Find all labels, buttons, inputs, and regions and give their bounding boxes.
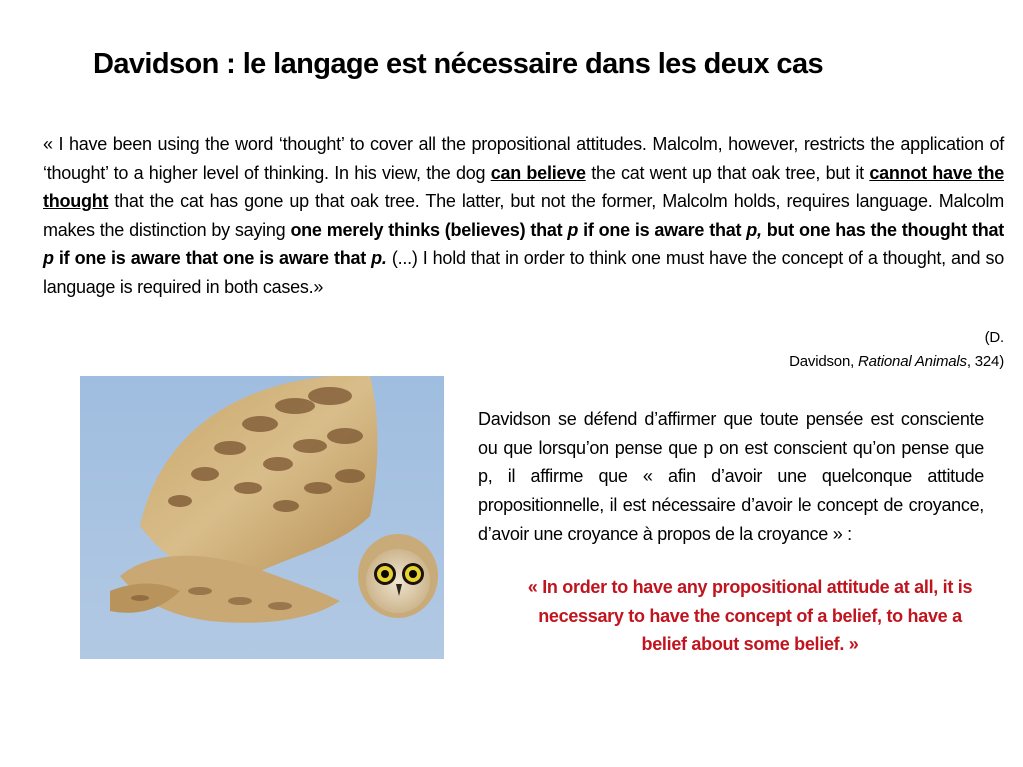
quote-text-1: « I have been using the word ‘thought’ to cover all the propositional attitudes. Malcolm, however, restricts the application of ‘thought’ to a higher level of thinking. In his view, the dog	[43, 134, 1004, 183]
variable-p-4: p.	[371, 248, 387, 269]
quote-text-4: (...) I hold that in order to think one must have the concept of a thought, and so language is required in both cases.»	[43, 248, 1004, 297]
distinction-text-2: if one is aware that	[578, 219, 747, 240]
citation-line-2	[600, 350, 1004, 374]
owl-illustration	[80, 376, 444, 659]
french-commentary: Davidson se défend d’affirmer que toute pensée est consciente ou que lorsqu’on pense que p on est conscient qu’on pense que p, il affirme que « afin d’avoir une quelconque attitude propositionnelle, il est nécessaire d’avoir le concept de croyance, d’avoir une croyance à propos de la croyance » :	[478, 409, 984, 544]
variable-p-2: p,	[746, 219, 762, 240]
can-believe-emphasis: can believe	[490, 162, 586, 183]
slide-title: Davidson : le langage est nécessaire dans les deux cas	[93, 48, 824, 80]
owl-image	[80, 376, 444, 659]
citation-page: , 324)	[966, 353, 1004, 370]
highlighted-quote: « In order to have any propositional attitude at all, it is necessary to have the concept of a belief, to have a belief about some belief. »	[527, 577, 973, 655]
citation-line-1: (D.	[984, 329, 1004, 346]
variable-p-3: p	[43, 248, 54, 269]
english-quote	[43, 130, 1004, 302]
distinction-text-1: one merely thinks (believes) that	[290, 219, 568, 240]
quote-text-2: the cat went up that oak tree, but it	[585, 162, 870, 183]
citation-work-title: Rational Animals	[858, 353, 967, 370]
distinction-text-4: if one is aware that one is aware that	[53, 248, 372, 269]
variable-p-1: p	[567, 219, 579, 240]
citation-author: Davidson,	[789, 353, 859, 370]
distinction-text-3: but one has the thought that	[761, 219, 1005, 240]
citation	[600, 326, 1004, 374]
quote-text-3: that the cat has gone up that oak tree. The latter, but not the former, Malcolm holds, requires language. Malcolm makes the distinction by saying	[43, 191, 1004, 240]
cannot-have-thought-emphasis: cannot have the thought	[43, 162, 1005, 212]
